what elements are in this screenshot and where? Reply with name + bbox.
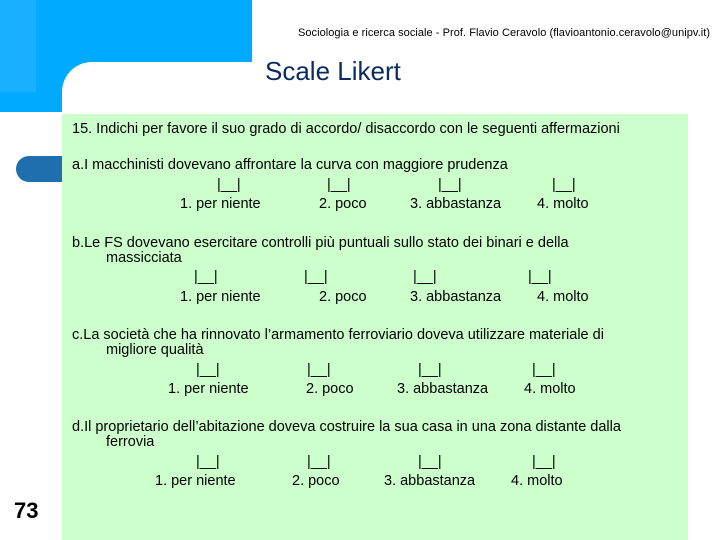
item-c-checkbox-2[interactable]: |__| (307, 362, 331, 378)
item-d-statement-cont: ferrovia (106, 434, 155, 450)
item-c-statement-cont: migliore qualità (106, 342, 204, 358)
item-b-checkbox-1[interactable]: |__| (194, 269, 218, 285)
item-b-statement-cont: massicciata (106, 250, 182, 266)
item-d-option-3: 3. abbastanza (384, 473, 476, 489)
item-c-checkbox-4[interactable]: |__| (532, 362, 556, 378)
item-d-checkbox-3[interactable]: |__| (418, 454, 442, 470)
item-b-option-2: 2. poco (319, 289, 367, 305)
item-d-option-1: 1. per niente (155, 473, 236, 489)
slide-title: Scale Likert (265, 56, 401, 86)
item-b-checkbox-4[interactable]: |__| (528, 269, 552, 285)
course-header: Sociologia e ricerca sociale - Prof. Flavio Ceravolo (flavioantonio.ceravolo@unipv.it) (298, 27, 711, 39)
item-a-option-1: 1. per niente (180, 196, 261, 212)
item-a-option-2: 2. poco (319, 196, 367, 212)
item-a-checkbox-1[interactable]: |__| (217, 177, 241, 193)
item-b-statement: b.Le FS dovevano esercitare controlli più puntuali sullo stato dei binari e della (72, 235, 569, 251)
item-d-checkbox-1[interactable]: |__| (196, 454, 220, 470)
item-b-option-1: 1. per niente (180, 289, 261, 305)
item-a-checkbox-3[interactable]: |__| (438, 177, 462, 193)
item-b-checkbox-3[interactable]: |__| (413, 269, 437, 285)
item-a-checkbox-4[interactable]: |__| (552, 177, 576, 193)
item-b-option-3: 3. abbastanza (410, 289, 502, 305)
item-c-checkbox-3[interactable]: |__| (418, 362, 442, 378)
item-d-checkbox-2[interactable]: |__| (307, 454, 331, 470)
item-d-option-2: 2. poco (292, 473, 340, 489)
item-a-checkbox-2[interactable]: |__| (327, 177, 351, 193)
item-c-option-3: 3. abbastanza (397, 381, 489, 397)
item-c-checkbox-1[interactable]: |__| (196, 362, 220, 378)
item-c-option-2: 2. poco (306, 381, 354, 397)
slide-number: 73 (14, 498, 39, 523)
item-b-checkbox-2[interactable]: |__| (304, 269, 328, 285)
item-c-option-1: 1. per niente (168, 381, 249, 397)
item-a-option-4: 4. molto (537, 196, 589, 212)
item-a-statement: a.I macchinisti dovevano affrontare la curva con maggiore prudenza (72, 157, 508, 173)
item-a-option-3: 3. abbastanza (410, 196, 502, 212)
tab-accent (16, 156, 62, 182)
item-d-option-4: 4. molto (511, 473, 563, 489)
item-c-statement: c.La società che ha rinnovato l’armamento ferroviario doveva utilizzare materiale di (72, 327, 604, 343)
item-d-statement: d.Il proprietario dell’abitazione doveva costruire la sua casa in una zona distante dalla (72, 419, 621, 435)
item-d-checkbox-4[interactable]: |__| (532, 454, 556, 470)
corner-decoration-inner (0, 0, 36, 92)
question-prompt: 15. Indichi per favore il suo grado di accordo/ disaccordo con le seguenti affermazioni (72, 121, 620, 137)
item-c-option-4: 4. molto (524, 381, 576, 397)
item-b-option-4: 4. molto (537, 289, 589, 305)
